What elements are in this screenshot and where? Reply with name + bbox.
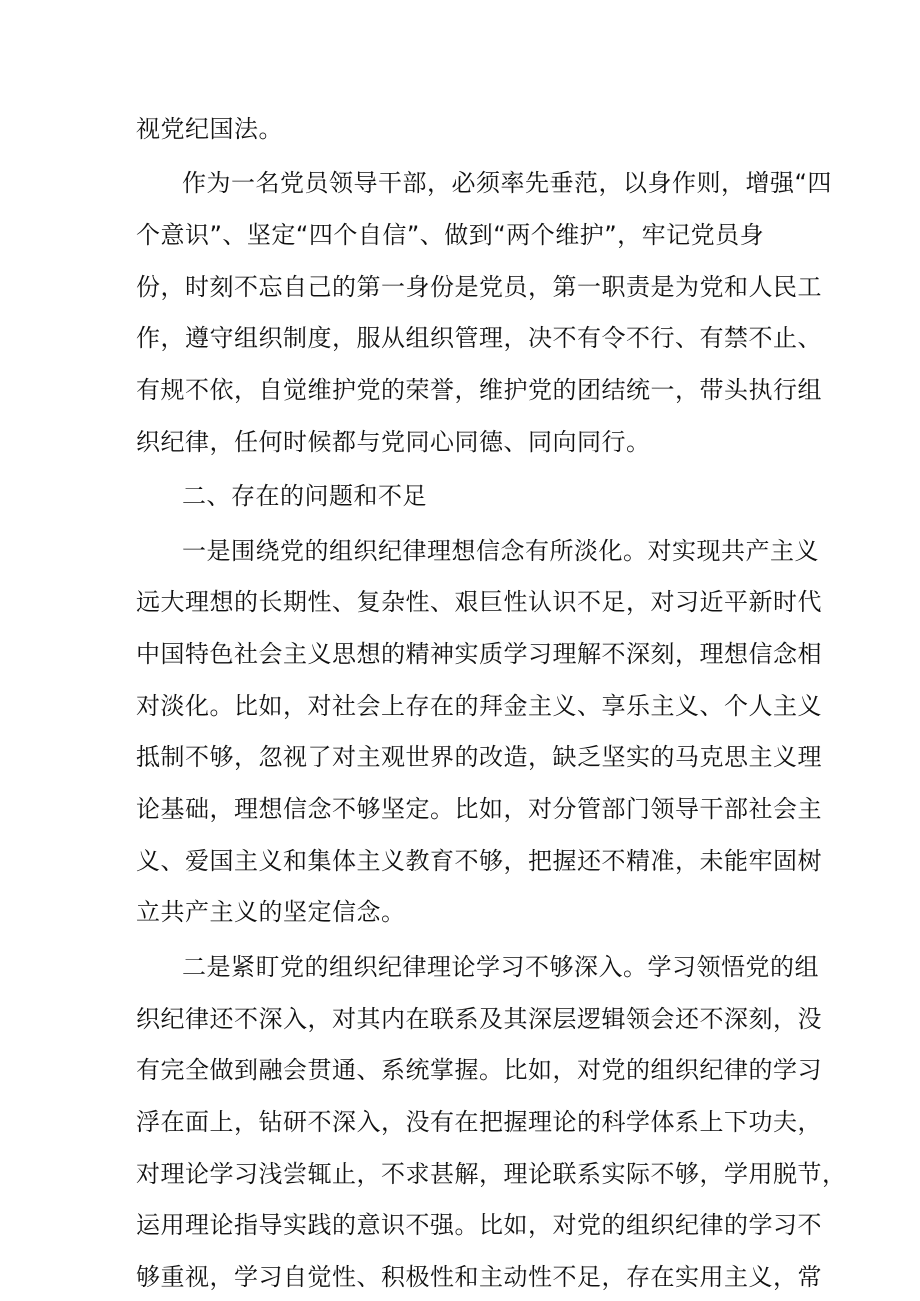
text-line: 视党纪国法。	[136, 115, 283, 143]
text-line: 论基础，理想信念不够坚定。比如，对分管部门领导干部社会主	[136, 795, 822, 823]
text-line: 一是围绕党的组织纪律理想信念有所淡化。对实现共产主义	[182, 537, 819, 565]
text-line: 有完全做到融会贯通、系统掌握。比如，对党的组织纪律的学习	[136, 1056, 822, 1084]
text-line: 立共产主义的坚定信念。	[136, 898, 406, 926]
section-heading: 二、存在的问题和不足	[182, 482, 427, 510]
text-line: 有规不依，自觉维护党的荣誉，维护党的团结统一，带头执行组	[136, 376, 822, 404]
text-line: 个意识”、坚定“四个自信”、做到“两个维护”，牢记党员身	[136, 221, 765, 249]
text-line: 织纪律还不深入，对其内在联系及其深层逻辑领会还不深刻，没	[136, 1005, 822, 1033]
text-line: 作为一名党员领导干部，必须率先垂范，以身作则，增强“四	[182, 169, 832, 197]
text-line: 运用理论指导实践的意识不强。比如，对党的组织纪律的学习不	[136, 1211, 822, 1239]
text-line: 浮在面上，钻研不深入，没有在把握理论的科学体系上下功夫，	[136, 1108, 822, 1136]
text-line: 对理论学习浅尝辄止，不求甚解，理论联系实际不够，学用脱节，	[136, 1160, 847, 1188]
text-line: 份，时刻不忘自己的第一身份是党员，第一职责是为党和人民工	[136, 273, 822, 301]
text-line: 对淡化。比如，对社会上存在的拜金主义、享乐主义、个人主义	[136, 692, 822, 720]
text-line: 织纪律，任何时候都与党同心同德、同向同行。	[136, 428, 651, 456]
text-line: 二是紧盯党的组织纪律理论学习不够深入。学习领悟党的组	[182, 953, 819, 981]
text-line: 义、爱国主义和集体主义教育不够，把握还不精准，未能牢固树	[136, 847, 822, 875]
text-line: 作，遵守组织制度，服从组织管理，决不有令不行、有禁不止、	[136, 324, 822, 352]
text-line: 中国特色社会主义思想的精神实质学习理解不深刻，理想信念相	[136, 640, 822, 668]
text-line: 够重视，学习自觉性、积极性和主动性不足，存在实用主义，常	[136, 1263, 822, 1291]
text-line: 抵制不够，忽视了对主观世界的改造，缺乏坚实的马克思主义理	[136, 743, 822, 771]
text-line: 远大理想的长期性、复杂性、艰巨性认识不足，对习近平新时代	[136, 588, 822, 616]
